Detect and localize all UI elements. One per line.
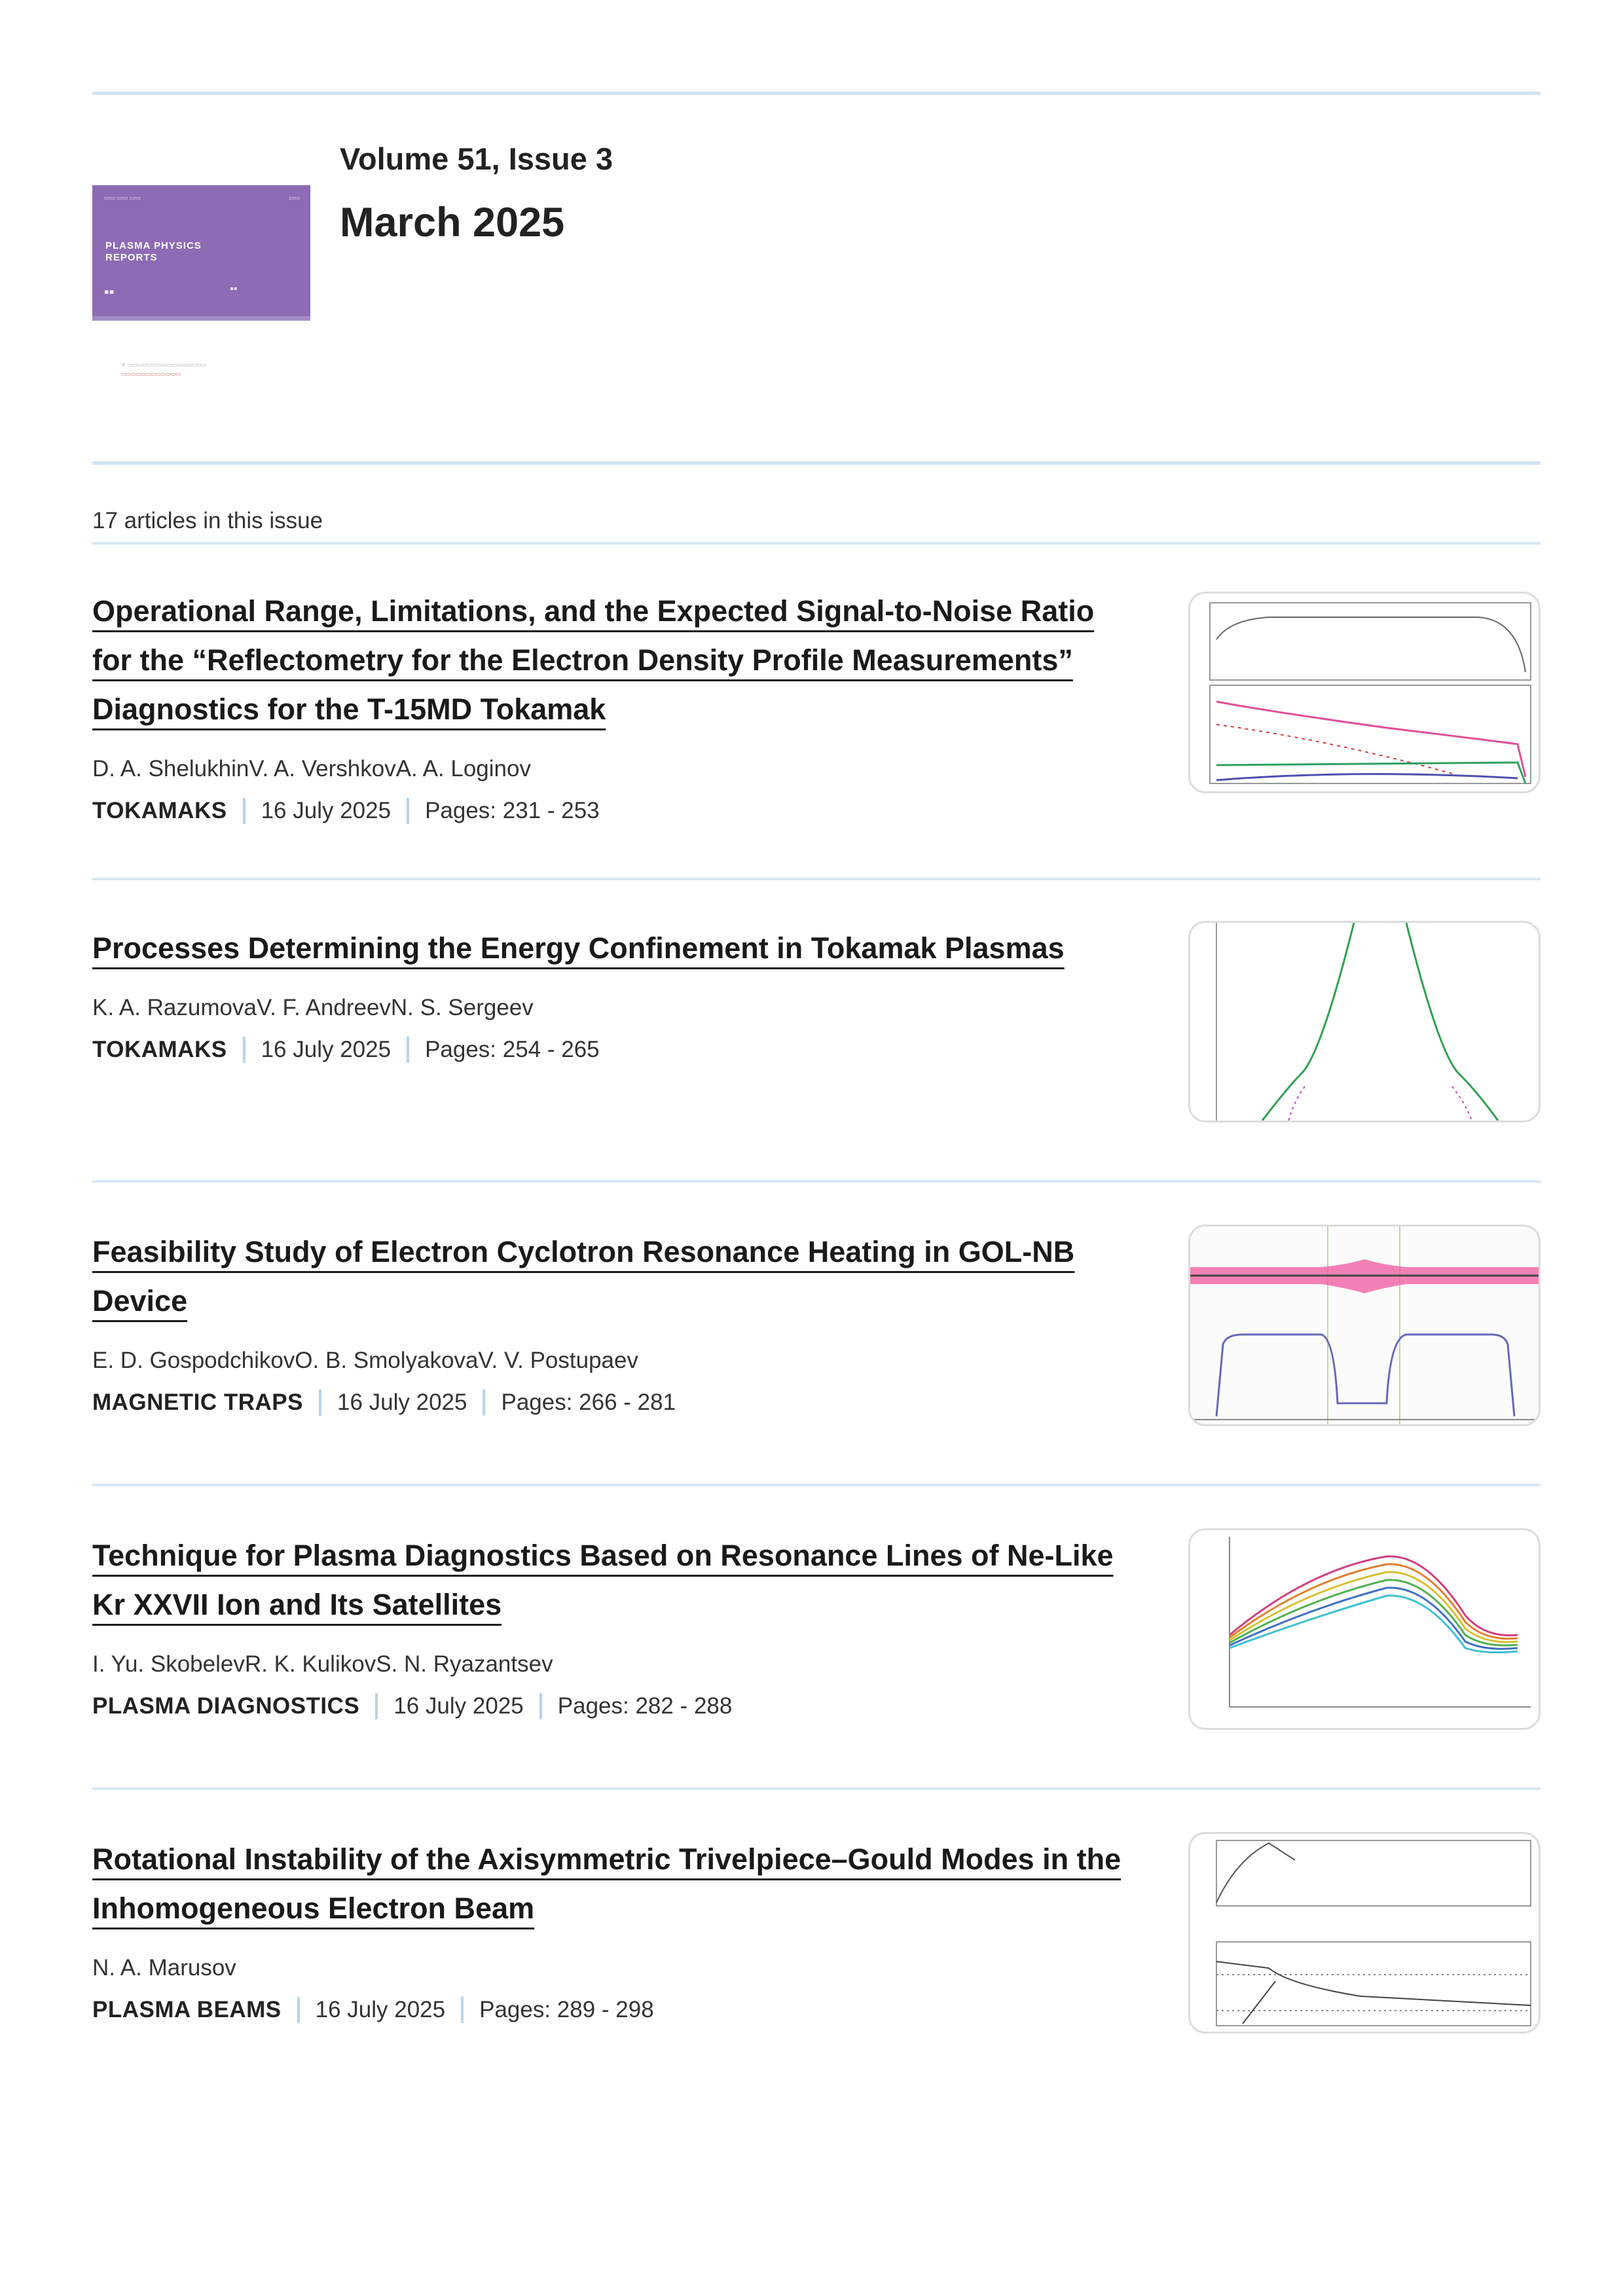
article-meta	[92, 1693, 1133, 1719]
publisher-logo-line: ⚛ ▭▭▭▭▭▭▭▭▭▭▭▭▭▭▭▭	[121, 362, 207, 368]
meta-separator	[319, 1390, 321, 1416]
meta-separator	[243, 798, 246, 824]
article-authors: K. A. RazumovaV. F. AndreevN. S. Sergeev	[92, 995, 534, 1020]
article-meta	[92, 1997, 1133, 2023]
article-category: PLASMA DIAGNOSTICS	[92, 1693, 360, 1719]
article-thumbnail[interactable]	[1188, 1528, 1541, 1730]
issue-date: March 2025	[340, 200, 565, 245]
article-meta	[92, 798, 1133, 824]
meta-separator	[243, 1037, 246, 1063]
article-date: 16 July 2025	[261, 1037, 392, 1062]
issue-text	[340, 95, 613, 461]
article-pages: Pages: 282 - 288	[557, 1693, 733, 1719]
meta-separator	[539, 1693, 542, 1719]
article-info	[92, 586, 1133, 824]
issue-volume: Volume 51, Issue 3	[340, 141, 613, 176]
issue-page	[92, 92, 1541, 2034]
article-figure-graphic	[1190, 1834, 1539, 2032]
issue-header	[92, 95, 1541, 461]
article-meta	[92, 1390, 1133, 1416]
cover-title-line: PLASMA PHYSICS	[105, 240, 202, 251]
article-authors: D. A. ShelukhinV. A. VershkovA. A. Loginov	[92, 756, 531, 781]
article-category: TOKAMAKS	[92, 798, 227, 823]
cover-small-text: ▭▭	[289, 194, 301, 201]
article-thumbnail[interactable]	[1188, 592, 1541, 793]
article-figure-graphic	[1190, 923, 1539, 1121]
article-item	[92, 1835, 1541, 2034]
article-info	[92, 1835, 1133, 2034]
article-title-link[interactable]: Processes Determining the Energy Confinement in Tokamak Plasmas	[92, 931, 1065, 965]
article-pages: Pages: 231 - 253	[425, 798, 600, 823]
article-title-link[interactable]: Feasibility Study of Electron Cyclotron Resonance Heating in GOL-NB Device	[92, 1235, 1075, 1318]
article-title-link[interactable]: Technique for Plasma Diagnostics Based on Resonance Lines of Ne-Like Kr XXVII Ion and Its Satellites	[92, 1539, 1114, 1621]
cover-column	[92, 185, 312, 461]
article-date: 16 July 2025	[337, 1390, 467, 1415]
article-info	[92, 1227, 1133, 1426]
article-authors: I. Yu. SkobelevR. K. KulikovS. N. Ryazantsev	[92, 1651, 553, 1677]
article-item	[92, 1227, 1541, 1426]
article-thumbnail[interactable]	[1188, 1225, 1541, 1426]
cover-small-text: ▭▭ ▭▭ ▭▭	[104, 194, 141, 201]
article-date: 16 July 2025	[261, 798, 392, 823]
article-category: MAGNETIC TRAPS	[92, 1390, 303, 1415]
article-divider	[92, 1787, 1541, 1790]
article-divider	[92, 1180, 1541, 1183]
article-pages: Pages: 266 - 281	[501, 1390, 676, 1415]
cover-title	[105, 240, 202, 264]
article-count: 17 articles in this issue	[92, 508, 323, 533]
article-category: TOKAMAKS	[92, 1037, 227, 1062]
article-authors: E. D. GospodchikovO. B. SmolyakovaV. V. Postupaev	[92, 1348, 638, 1373]
publisher-logo-line: ▭▭▭▭▭▭▭▭▭▭▭▭	[121, 371, 181, 377]
article-pages: Pages: 289 - 298	[479, 1997, 654, 2022]
meta-separator	[297, 1997, 300, 2023]
meta-separator	[407, 798, 409, 824]
article-pages: Pages: 254 - 265	[425, 1037, 600, 1062]
article-info	[92, 924, 1133, 1122]
journal-cover-image[interactable]	[92, 185, 310, 321]
article-category: PLASMA BEAMS	[92, 1997, 282, 2022]
cover-volume-mark: ▪▪	[104, 283, 115, 300]
article-date: 16 July 2025	[393, 1693, 524, 1719]
article-meta	[92, 1037, 1133, 1063]
article-thumbnail[interactable]	[1188, 1832, 1541, 2034]
article-item	[92, 924, 1541, 1122]
article-date: 16 July 2025	[315, 1997, 446, 2022]
article-figure-graphic	[1190, 594, 1539, 791]
article-title-link[interactable]: Rotational Instability of the Axisymmetric Trivelpiece–Gould Modes in the Inhomogeneous Electron Beam	[92, 1842, 1122, 1925]
article-title-link[interactable]: Operational Range, Limitations, and the Expected Signal-to-Noise Ratio for the “Reflectometry for the Electron Density Profile Measurements” Diagnostics for the T-15MD Tokamak	[92, 594, 1095, 726]
cover-title-line: REPORTS	[105, 252, 158, 263]
cover-anniversary-mark: ▪▪	[230, 283, 238, 295]
article-authors: N. A. Marusov	[92, 1955, 236, 1981]
article-figure-graphic	[1190, 1530, 1539, 1728]
meta-separator	[375, 1693, 378, 1719]
article-divider	[92, 1484, 1541, 1486]
count-rule	[92, 542, 1541, 545]
article-item	[92, 586, 1541, 824]
meta-separator	[483, 1390, 485, 1416]
meta-separator	[407, 1037, 409, 1063]
cover-band	[92, 316, 310, 321]
publisher-logo	[121, 361, 291, 379]
article-thumbnail[interactable]	[1188, 921, 1541, 1122]
meta-separator	[461, 1997, 464, 2023]
article-info	[92, 1531, 1133, 1730]
article-figure-graphic	[1190, 1227, 1539, 1424]
article-item	[92, 1531, 1541, 1730]
article-divider	[92, 878, 1541, 880]
